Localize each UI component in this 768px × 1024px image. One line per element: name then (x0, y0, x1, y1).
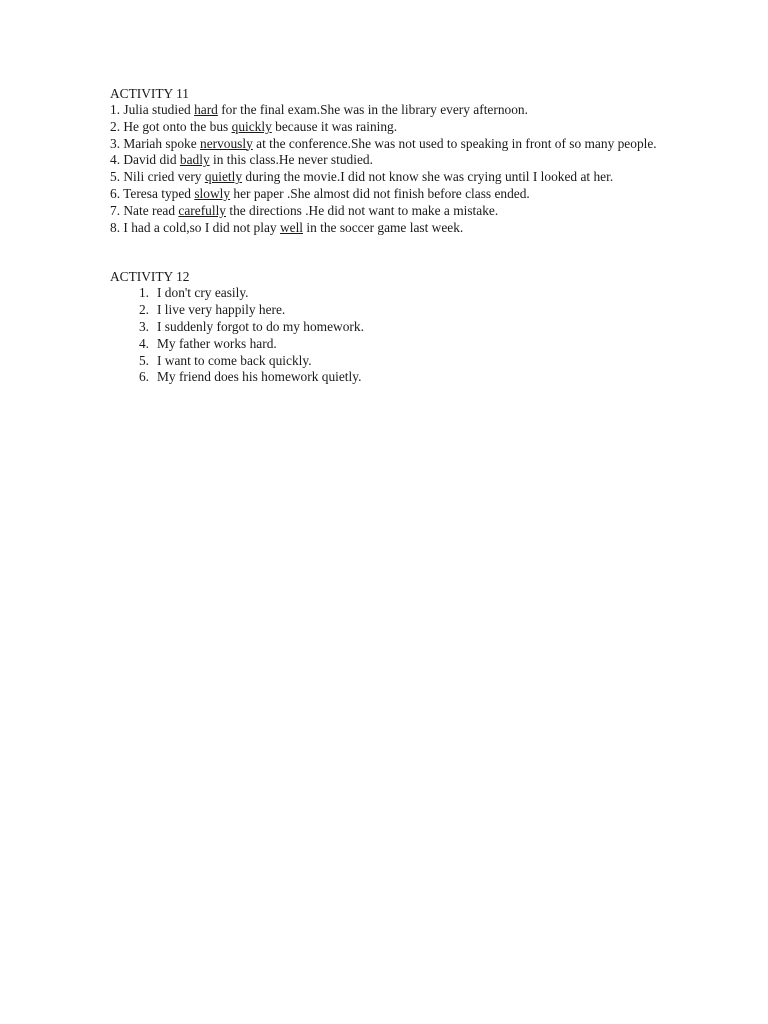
item-sentence: I want to come back quickly. (157, 352, 312, 368)
activity-11-item (110, 186, 670, 203)
activity-12-list (110, 285, 670, 386)
activity-11-item (110, 119, 670, 136)
item-number: 4. (138, 335, 149, 351)
activity-11-item (110, 220, 670, 237)
item-text-before: 4. David did (110, 152, 180, 168)
underlined-adverb: nervously (200, 135, 253, 151)
underlined-adverb: quietly (204, 169, 243, 185)
item-number: 3. (138, 318, 149, 334)
activity-11-list (110, 102, 670, 236)
activity-12-item (110, 285, 670, 302)
activity-12-title: ACTIVITY 12 (110, 269, 190, 285)
activity-11-item (110, 102, 670, 119)
item-sentence: My father works hard. (157, 335, 277, 351)
underlined-adverb: well (279, 219, 304, 235)
item-number: 2. (138, 302, 149, 318)
item-sentence: I don't cry easily. (157, 285, 249, 301)
item-text-after: at the conference.She was not used to speaking in front of so many people. (252, 135, 657, 151)
item-text-after: because it was raining. (271, 118, 398, 134)
item-text-after: her paper .She almost did not finish before class ended. (230, 185, 530, 201)
document-page (110, 85, 670, 386)
item-number: 6. (138, 369, 149, 385)
activity-12-item (110, 319, 670, 336)
item-text-before: 8. I had a cold,so I did not play (110, 219, 280, 235)
item-text-after: in the soccer game last week. (303, 219, 464, 235)
item-sentence: I suddenly forgot to do my homework. (157, 318, 364, 334)
item-text-after: during the movie.I did not know she was crying until I looked at her. (242, 169, 614, 185)
activity-12-item (110, 369, 670, 386)
item-text-after: in this class.He never studied. (209, 152, 373, 168)
item-sentence: My friend does his homework quietly. (157, 369, 362, 385)
item-text-after: the directions .He did not want to make a mistake. (226, 202, 499, 218)
item-text-before: 2. He got onto the bus (110, 118, 232, 134)
item-sentence: I live very happily here. (157, 302, 286, 318)
activity-12-item (110, 336, 670, 353)
item-number: 1. (138, 285, 149, 301)
underlined-adverb: hard (194, 102, 218, 117)
underlined-adverb: badly (179, 152, 210, 168)
underlined-adverb: quickly (231, 118, 272, 134)
activity-11-item (110, 136, 662, 153)
item-text-after: for the final exam.She was in the library every afternoon. (217, 102, 528, 117)
activity-11-item (110, 203, 670, 220)
item-text-before: 5. Nili cried very (110, 169, 205, 185)
activity-12-item (110, 302, 670, 319)
item-text-before: 7. Nate read (110, 202, 179, 218)
activity-11-title: ACTIVITY 11 (110, 86, 189, 101)
item-text-before: 6. Teresa typed (110, 185, 195, 201)
section-spacer (110, 236, 670, 268)
item-text-before: 3. Mariah spoke (110, 135, 200, 151)
activity-12-item (110, 353, 670, 370)
activity-11-item (110, 152, 670, 169)
item-number: 5. (138, 352, 149, 368)
underlined-adverb: carefully (178, 202, 226, 218)
activity-11-item (110, 169, 650, 186)
underlined-adverb: slowly (194, 185, 231, 201)
item-text-before: 1. Julia studied (110, 102, 195, 117)
